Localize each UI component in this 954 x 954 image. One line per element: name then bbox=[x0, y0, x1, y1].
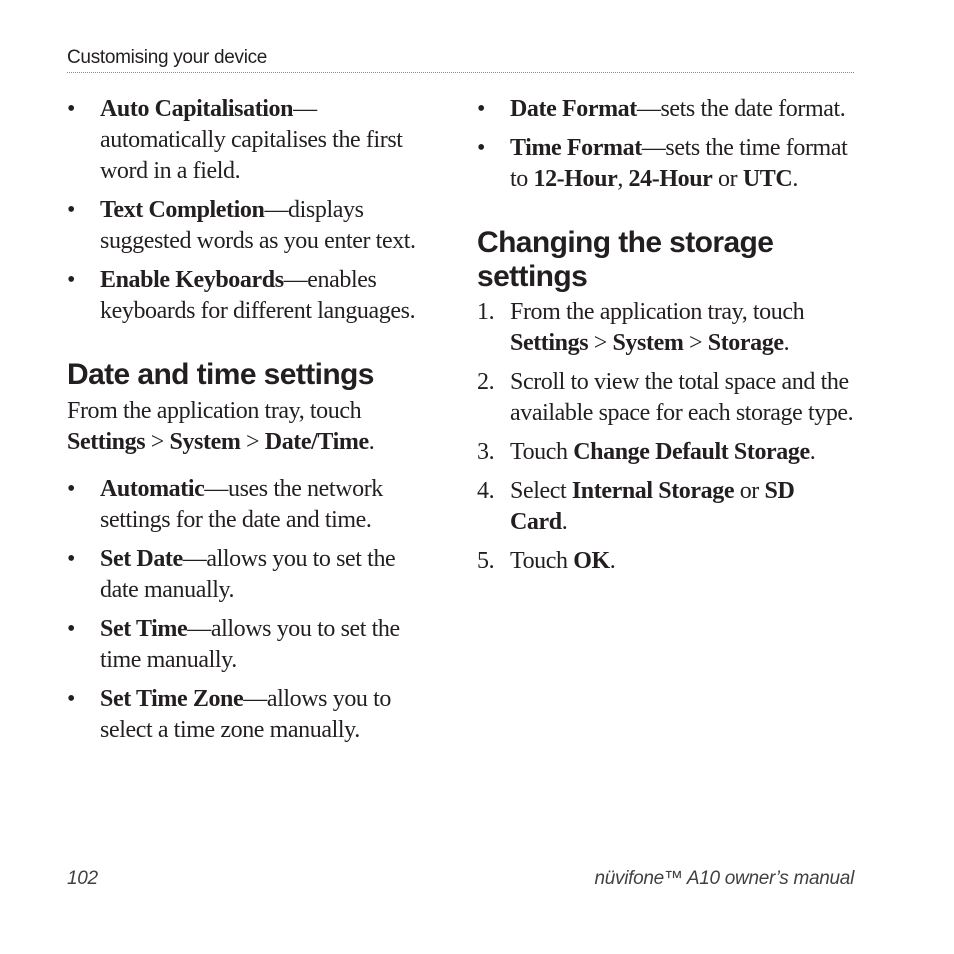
section-heading-date-time: Date and time settings bbox=[67, 358, 374, 391]
option-desc: —automatically capitalises the first word in a field. bbox=[100, 96, 403, 184]
list-item bbox=[67, 474, 437, 536]
list-item bbox=[67, 684, 437, 746]
option-term: Auto Capitalisation bbox=[100, 96, 294, 122]
bullet: • bbox=[67, 267, 76, 293]
step-number: 3. bbox=[477, 439, 495, 465]
menu-option: OK bbox=[573, 548, 610, 574]
option-desc: , bbox=[617, 166, 629, 192]
option-desc: —displays suggested words as you enter text. bbox=[100, 197, 416, 254]
menu-path-item: System bbox=[612, 330, 684, 356]
option-term: Time Format bbox=[510, 135, 642, 161]
option-desc: or bbox=[712, 166, 743, 192]
step-item bbox=[477, 297, 857, 359]
option-desc: —uses the network settings for the date and time. bbox=[100, 476, 383, 533]
menu-option: Change Default Storage bbox=[573, 439, 810, 465]
step-text: . bbox=[783, 330, 790, 356]
step-text: Touch bbox=[510, 548, 574, 574]
step-text: . bbox=[809, 439, 816, 465]
list-item bbox=[67, 94, 437, 187]
option-desc: —enables keyboards for different languages. bbox=[100, 267, 416, 324]
menu-path-item: Settings bbox=[67, 429, 146, 455]
bullet: • bbox=[67, 616, 76, 642]
step-number: 2. bbox=[477, 369, 495, 395]
format-options-list bbox=[477, 94, 857, 195]
option-term: Text Completion bbox=[100, 197, 265, 223]
step-number: 1. bbox=[477, 299, 495, 325]
right-column bbox=[477, 94, 857, 585]
step-text: or bbox=[734, 478, 765, 504]
bullet: • bbox=[67, 476, 76, 502]
option-desc: —sets the time format to bbox=[510, 135, 848, 192]
step-number: 4. bbox=[477, 478, 495, 504]
menu-option: Internal Storage bbox=[571, 478, 735, 504]
bullet: • bbox=[67, 96, 76, 122]
option-desc: —allows you to select a time zone manually. bbox=[100, 686, 391, 743]
step-text: . bbox=[609, 548, 616, 574]
menu-path-item: Date/Time bbox=[264, 429, 369, 455]
option-desc: —sets the date format. bbox=[636, 96, 846, 122]
intro-text: From the application tray, touch bbox=[67, 398, 362, 424]
option-term: Set Date bbox=[100, 546, 183, 572]
step-text: . bbox=[561, 509, 568, 535]
menu-path-item: Settings bbox=[510, 330, 589, 356]
page-number: 102 bbox=[67, 868, 98, 889]
bullet: • bbox=[67, 686, 76, 712]
date-intro-paragraph bbox=[67, 396, 437, 458]
storage-steps-list bbox=[477, 297, 857, 577]
list-item bbox=[67, 265, 437, 327]
step-item bbox=[477, 546, 857, 577]
option-term: Set Time bbox=[100, 616, 188, 642]
path-separator: > bbox=[240, 429, 265, 455]
option-term: Enable Keyboards bbox=[100, 267, 284, 293]
list-item bbox=[67, 195, 437, 257]
header-rule bbox=[67, 72, 854, 73]
date-options-list bbox=[67, 474, 437, 746]
step-item bbox=[477, 437, 857, 468]
running-head: Customising your device bbox=[67, 47, 268, 68]
bullet: • bbox=[477, 135, 486, 161]
option-term: Automatic bbox=[100, 476, 205, 502]
step-text: From the application tray, touch bbox=[510, 299, 805, 325]
bullet: • bbox=[67, 546, 76, 572]
option-desc: —allows you to set the date manually. bbox=[100, 546, 396, 603]
option-term: Set Time Zone bbox=[100, 686, 244, 712]
step-text: Touch bbox=[510, 439, 574, 465]
option-desc: —allows you to set the time manually. bbox=[100, 616, 400, 673]
step-number: 5. bbox=[477, 548, 495, 574]
path-separator: > bbox=[145, 429, 170, 455]
manual-title: nüvifone™ A10 owner’s manual bbox=[594, 868, 854, 889]
keyboard-options-list bbox=[67, 94, 437, 327]
option-value: 24-Hour bbox=[628, 166, 713, 192]
option-term: Date Format bbox=[510, 96, 637, 122]
intro-text: . bbox=[368, 429, 375, 455]
list-item bbox=[67, 614, 437, 676]
menu-path-item: System bbox=[169, 429, 241, 455]
bullet: • bbox=[477, 96, 486, 122]
list-item bbox=[477, 94, 857, 125]
path-separator: > bbox=[588, 330, 613, 356]
list-item bbox=[67, 544, 437, 606]
option-value: UTC bbox=[742, 166, 793, 192]
menu-path-item: Storage bbox=[707, 330, 784, 356]
step-item bbox=[477, 476, 857, 538]
path-separator: > bbox=[683, 330, 708, 356]
section-heading-storage: Changing the storage settings bbox=[477, 226, 774, 293]
step-item bbox=[477, 367, 857, 429]
step-text: Scroll to view the total space and the available space for each storage type. bbox=[510, 369, 854, 426]
left-column bbox=[67, 94, 437, 754]
bullet: • bbox=[67, 197, 76, 223]
option-desc: . bbox=[792, 166, 798, 192]
step-text: Select bbox=[510, 478, 572, 504]
menu-option: SD Card bbox=[510, 478, 795, 535]
list-item bbox=[477, 133, 857, 195]
option-value: 12-Hour bbox=[533, 166, 618, 192]
